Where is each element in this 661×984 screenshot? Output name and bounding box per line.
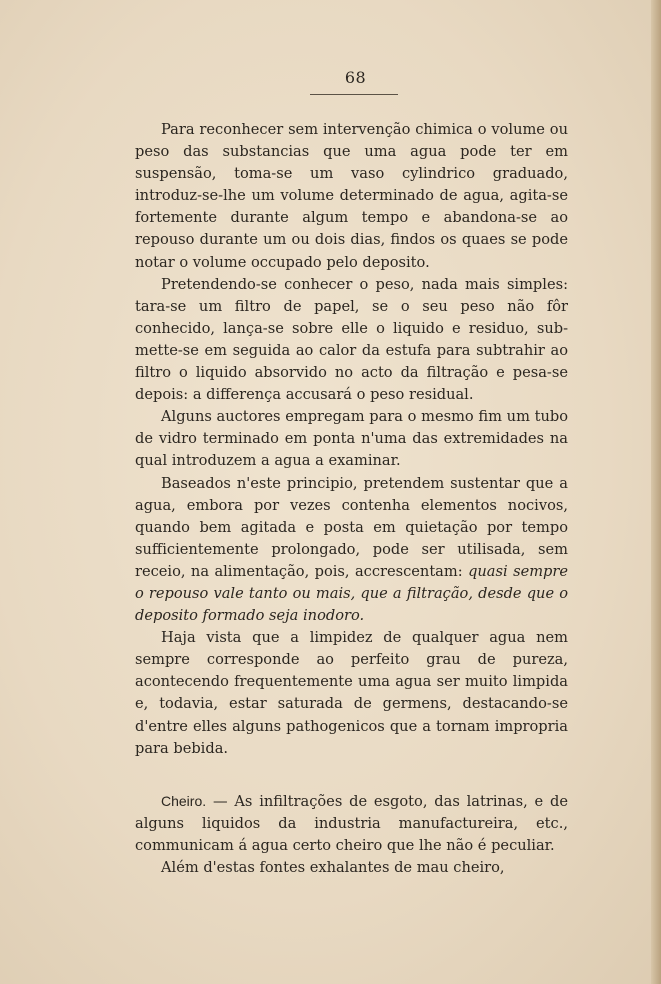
page-edge xyxy=(651,0,661,984)
italic-quote: quasi sempre o repouso vale tanto ou mais, que a filtração, desde que o deposito formado seja inodoro. xyxy=(135,562,568,625)
paragraph: Para reconhecer sem intervenção chimica o volume ou peso das substancias que uma agua pode ter em suspensão, toma-se um vaso cylindrico graduado, introduz-se-lhe um volume determinado de agua, agita-se fortemente durante algum tempo e abandona-se ao repouso durante um ou dois dias, findos os quaes se pode notar o volume occupado pelo deposito. xyxy=(135,121,568,271)
paragraph: Além d'estas fontes exhalantes de mau cheiro, xyxy=(161,859,505,876)
paragraph: Cheiro. — As infiltrações de esgoto, das latrinas, e de alguns liquidos da industria manufactureira, etc., communicam á agua certo cheiro que lhe não é peculiar. xyxy=(135,792,568,854)
paragraph: Haja vista que a limpidez de qualquer agua nem sempre corresponde ao perfeito grau de pureza, acontecendo frequentemente uma agua ser muito limpida e, todavia, estar saturada de germens, destacando-se d'entre elles alguns pathogenicos que a tornam impropria para bebida. xyxy=(135,629,568,757)
page-number: 68 xyxy=(344,68,367,87)
section-heading: Cheiro. xyxy=(161,792,207,809)
paragraph: Pretendendo-se conhecer o peso, nada mais simples: tara-se um filtro de papel, se o seu peso não fôr conhecido, lança-se sobre elle o liquido e residuo, sub-mette-se em seguida ao calor da estufa para subtrahir ao filtro o liquido absorvido no acto da filtração e pesa-se depois: a differença accusará o peso residual. xyxy=(135,275,568,404)
header-rule xyxy=(310,94,398,95)
paragraph: Baseados n'este principio, pretendem sustentar que a agua, embora por vezes contenha elementos nocivos, quando bem agitada e posta em quietação por tempo sufficientemente prolongado, pode ser utilisada, sem receio, na alimentação, pois, accrescentam: quasi sempre o repouso vale tanto ou mais, que a filtração, desde que o deposito formado seja inodoro. xyxy=(135,474,568,625)
body-text xyxy=(135,119,568,879)
paragraph: Alguns auctores empregam para o mesmo fim um tubo de vidro terminado em ponta n'uma das extremidades na qual introduzem a agua a examinar. xyxy=(135,408,568,470)
